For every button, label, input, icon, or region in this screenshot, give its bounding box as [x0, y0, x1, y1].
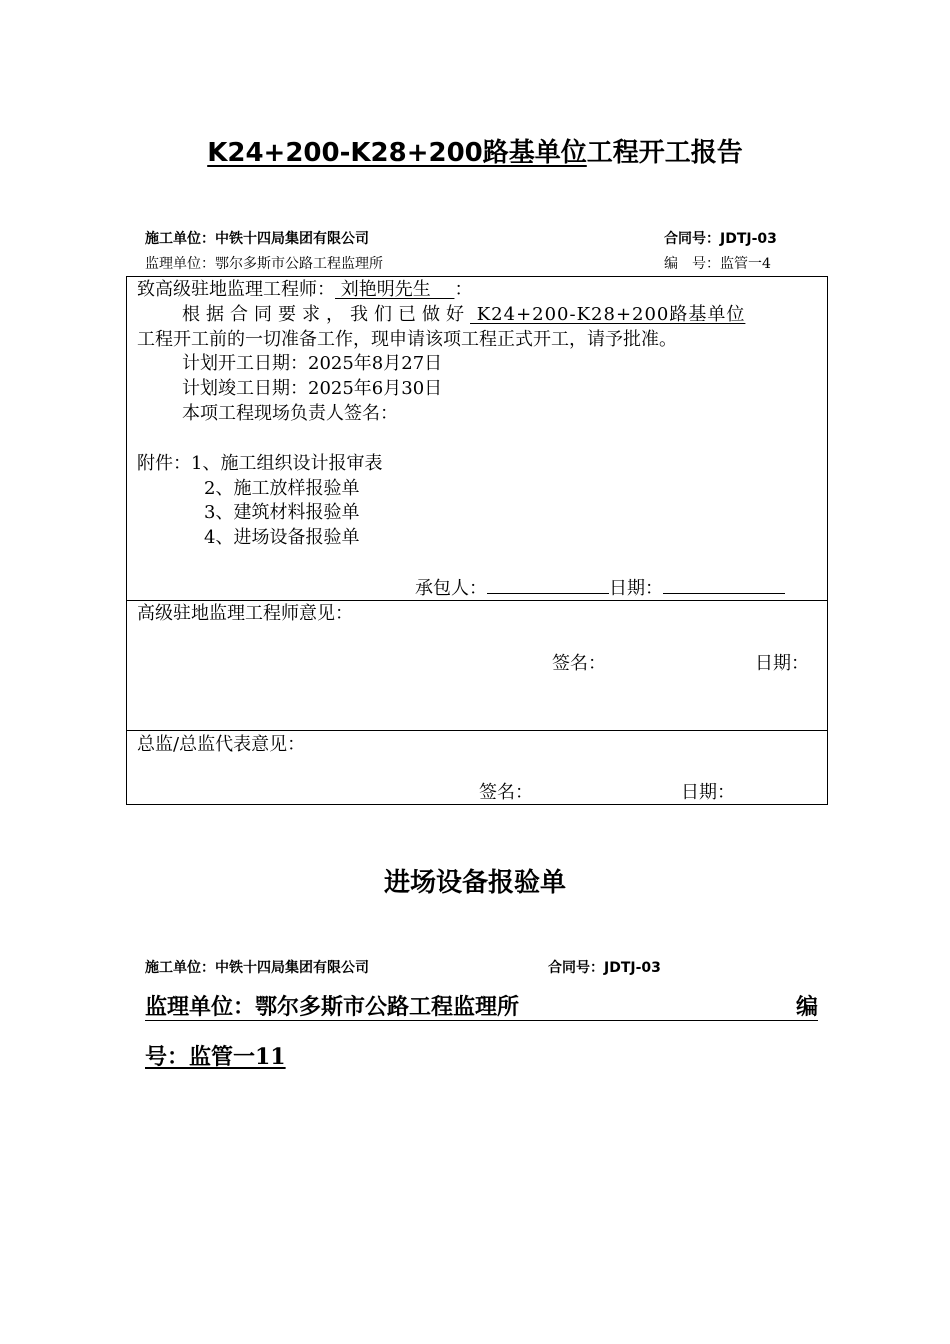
attachment-item: 3、建筑材料报验单 [204, 502, 360, 523]
report-title-rest: 工程开工报告 [586, 138, 743, 168]
chief-date-label: 日期： [681, 782, 735, 803]
report-title-project: K24+200-K28+200路基单位 [207, 138, 587, 168]
chief-opinion-cell [127, 731, 828, 805]
equipment-supervisor-unit: 监理单位：鄂尔多斯市公路工程监理所 [145, 994, 520, 1020]
contract-number: 合同号：JDTJ-03 [664, 231, 777, 247]
contractor-date-blank [663, 575, 785, 594]
contractor-line [145, 228, 369, 248]
body-project: K24+200-K28+200路基单位 [470, 304, 746, 325]
engineer-sign-label: 签名： [552, 653, 606, 674]
body-line-1: 根据合同要求，我们已做好 K24+200-K28+200路基单位 [182, 304, 746, 325]
report-title [0, 132, 950, 169]
equipment-contract-number: 合同号：JDTJ-03 [548, 960, 661, 976]
contractor-signature-blank [487, 575, 609, 594]
engineer-opinion-cell [127, 601, 828, 731]
serial-number: 编 号：监管一4 [664, 256, 771, 272]
contractor-name: 中铁十四局集团有限公司 [215, 231, 369, 247]
planned-start: 计划开工日期：2025年8月27日 [182, 353, 443, 374]
site-manager-signature: 本项工程现场负责人签名： [182, 403, 398, 424]
equipment-contractor: 施工单位：中铁十四局集团有限公司 [145, 960, 369, 976]
contractor-label: 施工单位： [145, 231, 215, 247]
application-cell [127, 277, 828, 601]
engineer-date-label: 日期： [755, 653, 809, 674]
addressee-line: 致高级驻地监理工程师： 刘艳明先生 ： [137, 279, 473, 300]
supervisor-unit: 监理单位：鄂尔多斯市公路工程监理所 [145, 256, 383, 272]
body-line-2: 工程开工前的一切准备工作，现申请该项工程正式开工，请予批准。 [137, 329, 677, 350]
addressee-name: 刘艳明先生 [335, 279, 455, 300]
attachment-item: 1、施工组织设计报审表 [191, 453, 383, 474]
chief-sign-label: 签名： [479, 782, 533, 803]
equipment-serial-part2: 号：监管一11 [145, 1044, 286, 1070]
planned-end: 计划竣工日期：2025年6月30日 [182, 378, 443, 399]
attachment-item: 2、施工放样报验单 [204, 478, 360, 499]
equipment-supervisor-line [145, 990, 818, 1021]
attachment-item: 4、进场设备报验单 [204, 527, 360, 548]
equipment-title: 进场设备报验单 [383, 868, 566, 898]
attachments-label: 附件：1、施工组织设计报审表 [137, 453, 383, 474]
report-form [126, 276, 828, 805]
engineer-opinion-label: 高级驻地监理工程师意见： [137, 603, 353, 624]
chief-opinion-label: 总监/总监代表意见： [137, 734, 306, 755]
contractor-signature-line: 承包人： 日期： [415, 575, 785, 601]
equipment-serial-part1: 编 [795, 994, 818, 1020]
